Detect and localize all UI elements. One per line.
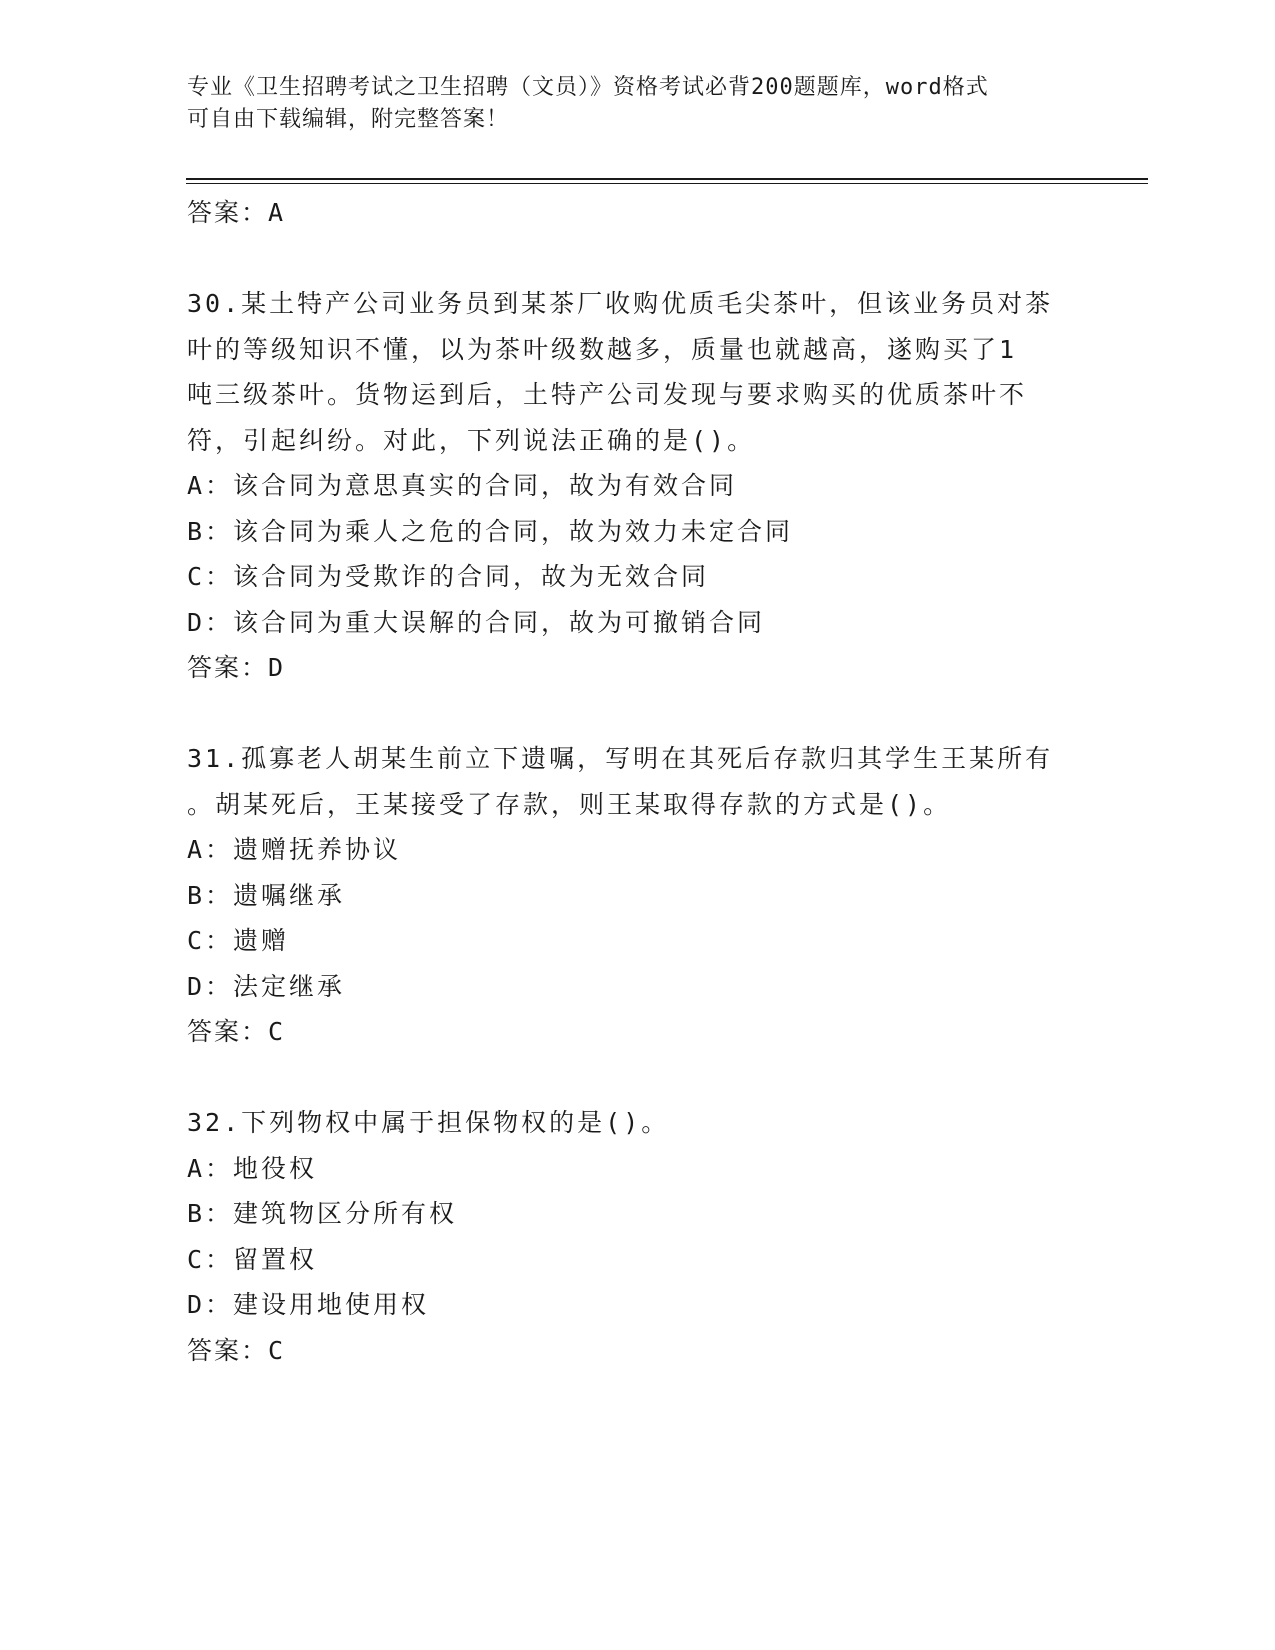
question-stem-line: 。胡某死后，王某接受了存款，则王某取得存款的方式是()。 [187, 789, 952, 819]
question-stem-line: 符，引起纠纷。对此，下列说法正确的是()。 [187, 425, 756, 455]
option-b: B：该合同为乘人之危的合同，故为效力未定合同 [187, 516, 794, 546]
option-c: C：该合同为受欺诈的合同，故为无效合同 [187, 562, 710, 591]
option-a: A：该合同为意思真实的合同，故为有效合同 [187, 471, 738, 500]
option-b: B：遗嘱继承 [187, 880, 346, 910]
option-d: D：建设用地使用权 [187, 1290, 430, 1319]
question-30 [187, 281, 1067, 691]
question-31 [187, 736, 1067, 1055]
document-body [187, 190, 1067, 1373]
answer: 答案：C [187, 1335, 286, 1365]
option-d: D：法定继承 [187, 971, 346, 1001]
spacer [187, 236, 1067, 282]
question-stem-line: 叶的等级知识不懂，以为茶叶级数越多，质量也就越高，遂购买了1 [187, 334, 1018, 364]
option-a: A：遗赠抚养协议 [187, 835, 402, 864]
answer-previous: 答案：A [187, 198, 286, 227]
option-b: B：建筑物区分所有权 [187, 1199, 458, 1228]
header-divider-thick [186, 178, 1148, 180]
question-stem-line: 吨三级茶叶。货物运到后，土特产公司发现与要求购买的优质茶叶不 [187, 380, 1028, 409]
option-c: C：遗赠 [187, 926, 290, 955]
option-c: C：留置权 [187, 1244, 318, 1274]
answer: 答案：C [187, 1017, 286, 1046]
header-line-1: 专业《卫生招聘考试之卫生招聘（文员）》资格考试必背200题题库，word格式 [187, 75, 989, 100]
question-stem-line: 30.某土特产公司业务员到某茶厂收购优质毛尖茶叶，但该业务员对茶 [187, 289, 1054, 318]
question-stem-line: 31.孤寡老人胡某生前立下遗嘱，写明在其死后存款归其学生王某所有 [187, 744, 1054, 773]
question-32 [187, 1100, 1067, 1373]
document-header [187, 72, 1067, 136]
answer: 答案：D [187, 653, 286, 682]
option-d: D：该合同为重大误解的合同，故为可撤销合同 [187, 607, 766, 637]
spacer [187, 691, 1067, 737]
spacer [187, 1055, 1067, 1101]
question-stem-line: 32.下列物权中属于担保物权的是()。 [187, 1108, 670, 1137]
header-divider-thin [186, 183, 1148, 184]
header-line-2: 可自由下载编辑，附完整答案！ [187, 107, 510, 132]
option-a: A：地役权 [187, 1153, 318, 1183]
